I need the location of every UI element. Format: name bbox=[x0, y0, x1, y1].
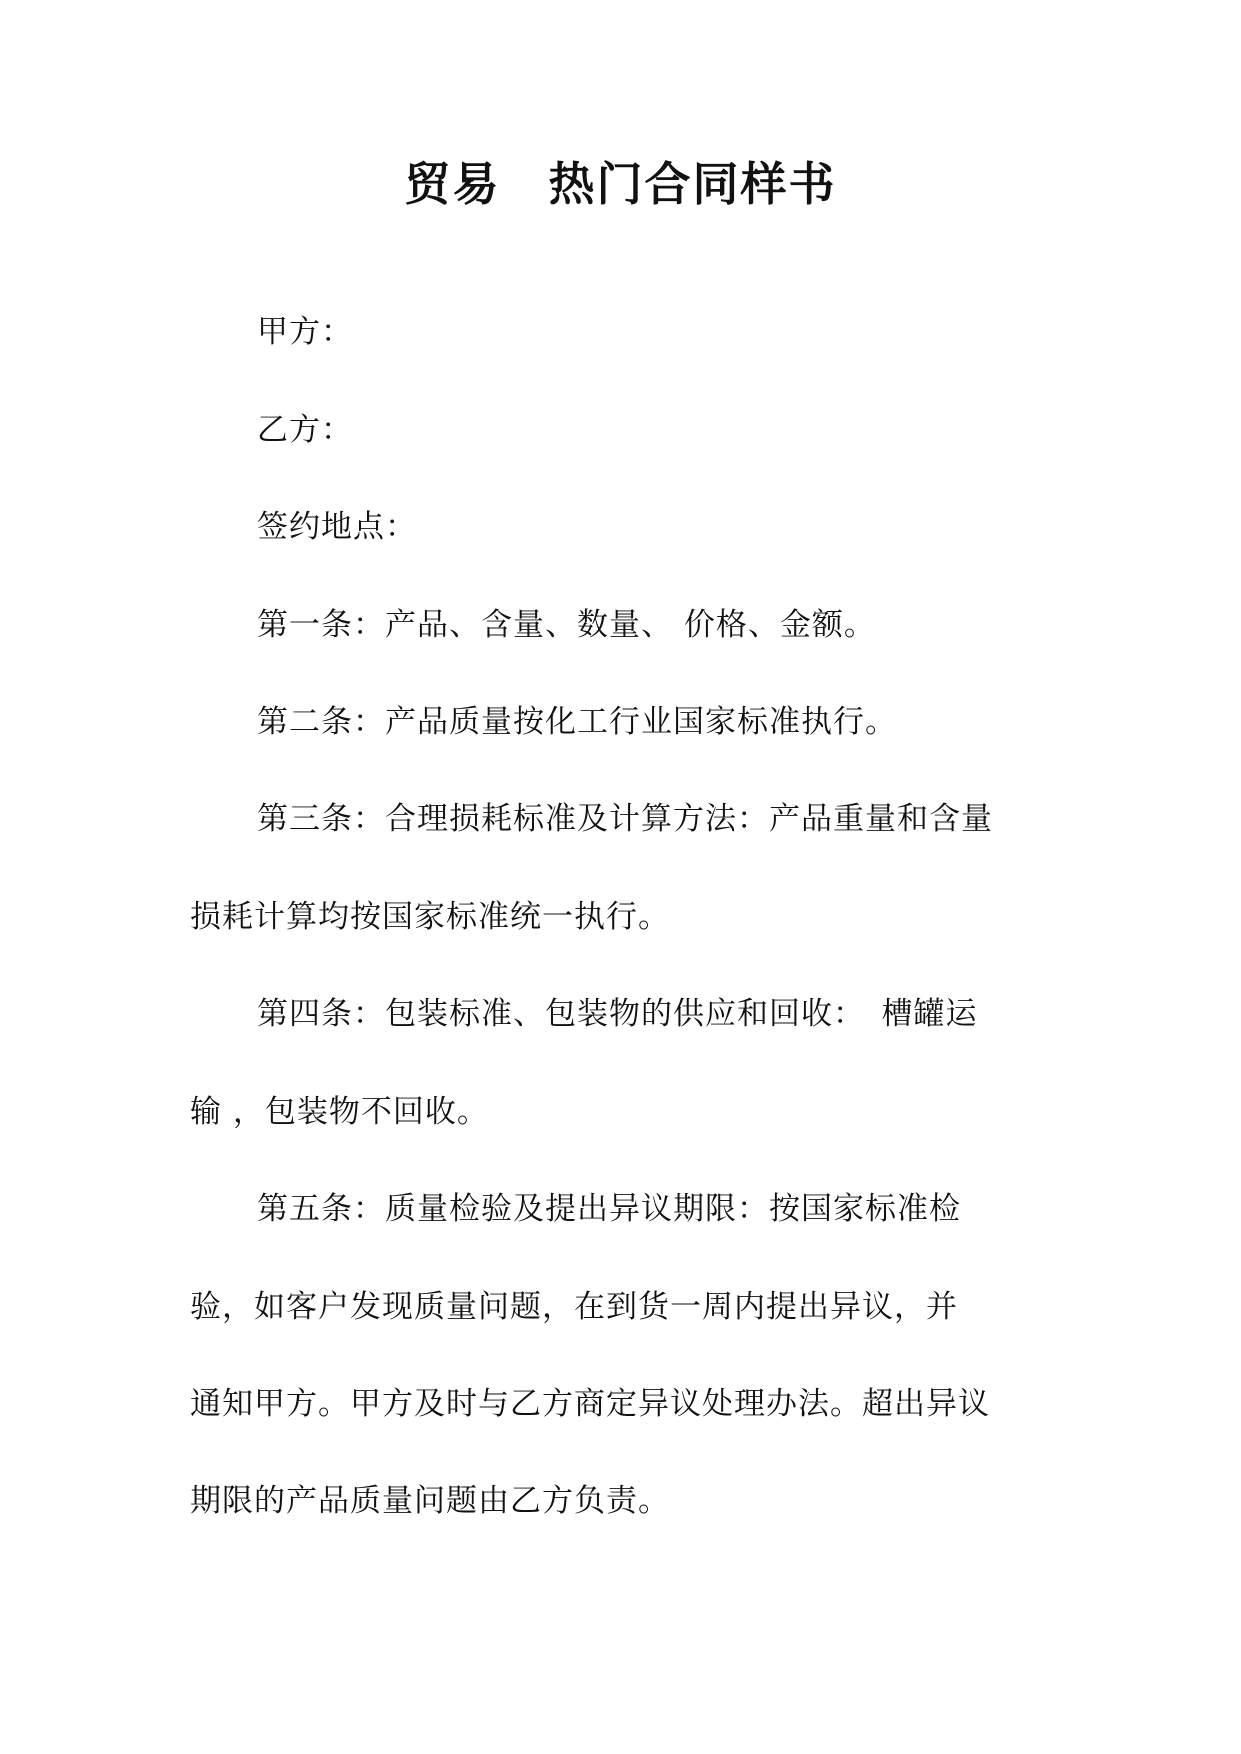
article-2-line: 第二条：产品质量按化工行业国家标准执行。 bbox=[257, 704, 897, 740]
article-4-line-2: 输 ，包装物不回收。 bbox=[190, 1094, 489, 1130]
article-4-line-1: 第四条：包装标准、包装物的供应和回收： 槽罐运 bbox=[257, 996, 978, 1032]
document-title: 贸易 热门合同样书 bbox=[404, 157, 837, 211]
article-5-line-2: 验，如客户发现质量问题，在到货一周内提出异议，并 bbox=[190, 1289, 958, 1325]
signing-location-line: 签约地点： bbox=[257, 509, 417, 545]
article-1-line: 第一条：产品、含量、数量、 价格、金额。 bbox=[257, 607, 876, 643]
article-5-line-4: 期限的产品质量问题由乙方负责。 bbox=[190, 1483, 670, 1519]
party-a-line: 甲方： bbox=[257, 314, 353, 350]
article-3-line-1: 第三条：合理损耗标准及计算方法：产品重量和含量 bbox=[257, 801, 993, 837]
article-5-line-1: 第五条：质量检验及提出异议期限：按国家标准检 bbox=[257, 1191, 961, 1227]
article-5-line-3: 通知甲方。甲方及时与乙方商定异议处理办法。超出异议 bbox=[190, 1386, 990, 1422]
party-b-line: 乙方： bbox=[257, 412, 353, 448]
article-3-line-2: 损耗计算均按国家标准统一执行。 bbox=[190, 899, 670, 935]
